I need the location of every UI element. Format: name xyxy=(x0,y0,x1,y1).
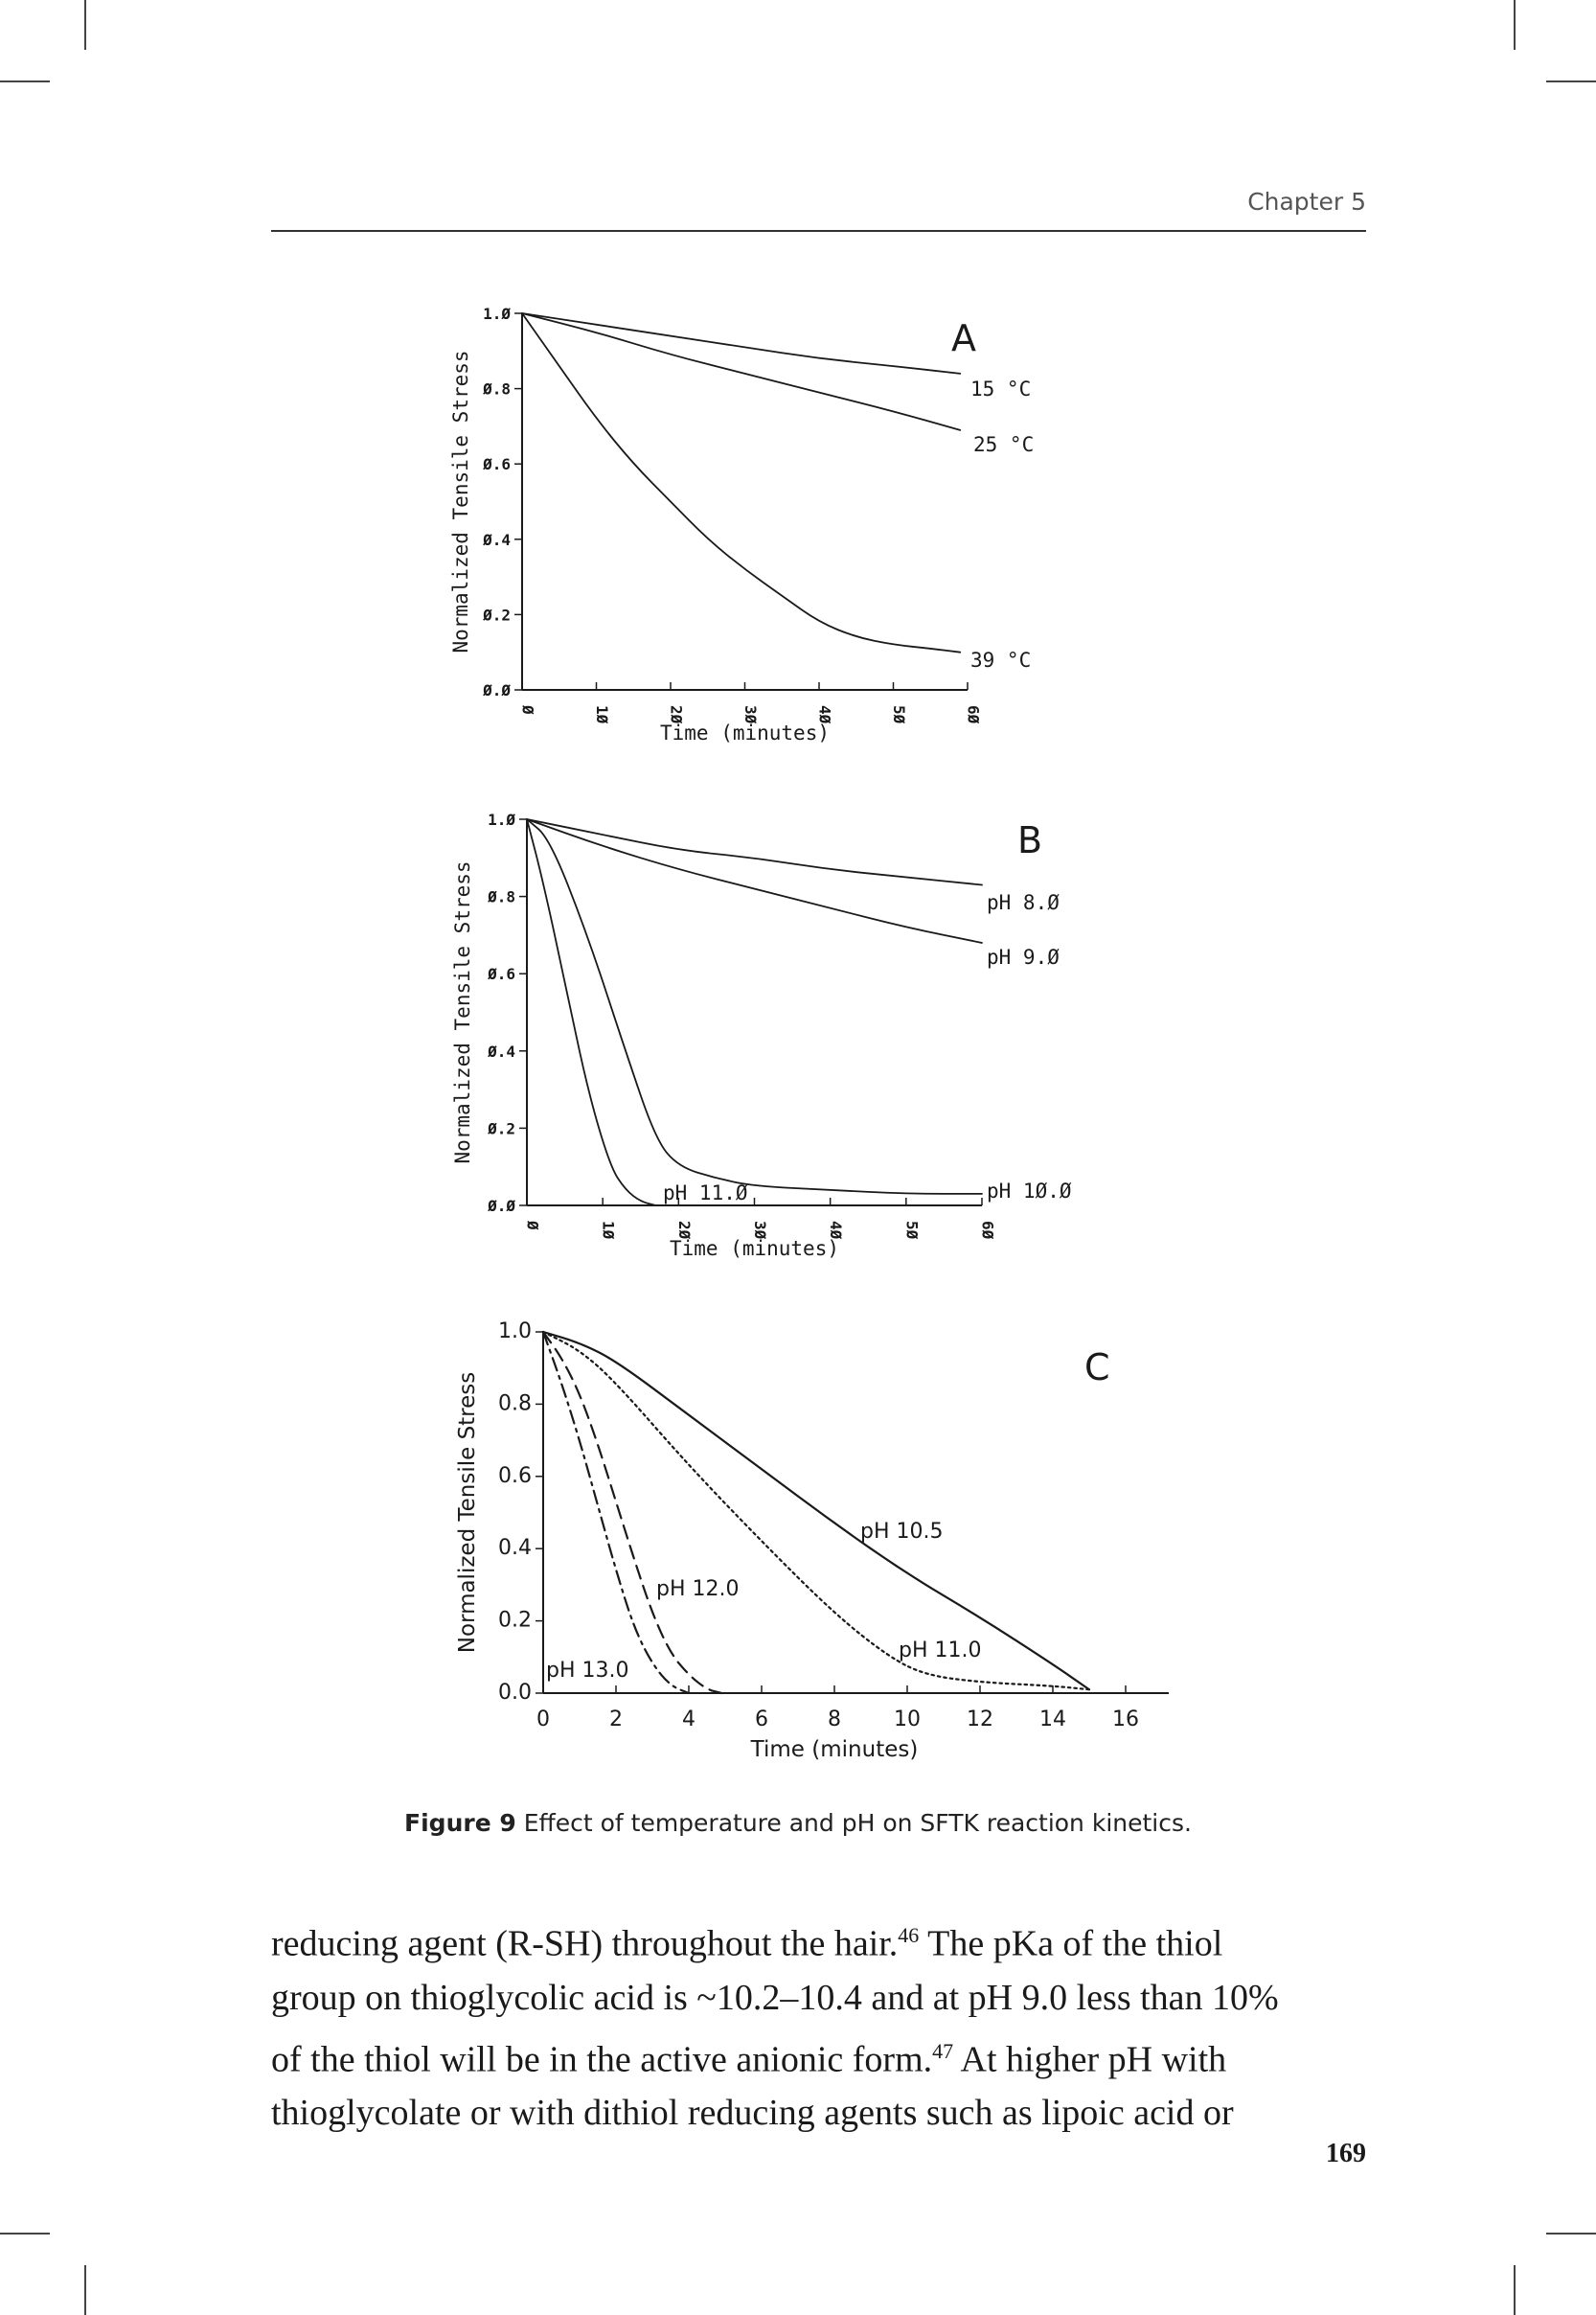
y-tick-label: 1.0 xyxy=(498,1319,532,1343)
reference-46: 46 xyxy=(898,1923,920,1947)
crop-mark xyxy=(0,2233,50,2235)
figure-caption-label: Figure 9 xyxy=(404,1809,516,1837)
body-text xyxy=(271,1909,1366,2140)
x-tick-label: 0 xyxy=(536,1708,550,1731)
series-label: 15 °C xyxy=(970,378,1032,401)
x-tick-label: 2 xyxy=(609,1708,623,1731)
y-axis-title: Normalized Tensile Stress xyxy=(455,1371,480,1654)
y-axis-title: Normalized Tensile Stress xyxy=(451,860,474,1164)
x-tick-label: 6Ø xyxy=(978,1221,997,1240)
series-label: pH 8.Ø xyxy=(987,891,1060,914)
y-tick-label: 0.6 xyxy=(498,1463,532,1488)
x-tick-label: 10 xyxy=(894,1708,921,1731)
x-tick-label: 6Ø xyxy=(964,705,983,724)
y-tick-label: Ø.4 xyxy=(483,530,511,549)
series-line xyxy=(527,819,656,1205)
y-axis-title: Normalized Tensile Stress xyxy=(449,350,472,653)
x-tick-label: Ø xyxy=(523,1221,542,1230)
crop-mark xyxy=(84,2265,86,2315)
series-label: 25 °C xyxy=(973,433,1035,456)
series-line xyxy=(522,313,960,374)
x-axis-title: Time (minutes) xyxy=(659,722,831,745)
series-line xyxy=(527,819,982,885)
y-tick-label: 0.0 xyxy=(498,1681,532,1705)
figure-caption xyxy=(0,1809,1596,1837)
y-tick-label: 0.4 xyxy=(498,1536,532,1561)
y-tick-label: 0.2 xyxy=(498,1608,532,1633)
y-tick-label: Ø.6 xyxy=(483,455,511,474)
y-tick-label: Ø.2 xyxy=(483,606,511,625)
series-line xyxy=(527,819,982,1194)
x-tick-label: 4Ø xyxy=(827,1221,846,1240)
body-line: reducing agent (R-SH) throughout the hair.$^{46}$ The pKa of the thiol xyxy=(271,1923,1223,1964)
series-line xyxy=(522,313,960,430)
series-label: 39 °C xyxy=(970,649,1032,672)
y-tick-label: Ø.Ø xyxy=(488,1197,515,1215)
y-tick-label: 1.Ø xyxy=(483,305,511,323)
y-tick-label: Ø.4 xyxy=(488,1042,515,1061)
x-tick-label: 4Ø xyxy=(815,705,834,724)
x-tick-label: 3Ø xyxy=(751,1221,769,1240)
y-tick-label: Ø.8 xyxy=(488,887,515,906)
figure-caption-text: Effect of temperature and pH on SFTK reaction kinetics. xyxy=(515,1809,1192,1837)
x-tick-label: 8 xyxy=(828,1708,841,1731)
y-tick-label: Ø.8 xyxy=(483,379,511,399)
x-tick-label: 5Ø xyxy=(890,705,908,724)
x-tick-label: Ø xyxy=(518,705,537,715)
series-label: pH 1Ø.Ø xyxy=(987,1180,1072,1203)
x-tick-label: 5Ø xyxy=(902,1221,922,1240)
y-tick-label: 1.Ø xyxy=(488,811,515,829)
series-label: pH 12.0 xyxy=(656,1577,740,1601)
series-label: pH 11.0 xyxy=(899,1639,982,1662)
panel-label: B xyxy=(1017,819,1043,861)
x-tick-label: 6 xyxy=(755,1708,768,1731)
x-tick-label: 1Ø xyxy=(593,705,611,724)
series-label: pH 11.Ø xyxy=(663,1181,748,1204)
chapter-label: Chapter 5 xyxy=(1247,188,1366,216)
series-line xyxy=(527,819,982,943)
panel-label: A xyxy=(951,317,976,359)
y-tick-label: Ø.Ø xyxy=(483,681,511,699)
x-tick-label: 14 xyxy=(1039,1708,1066,1731)
x-tick-label: 2Ø xyxy=(674,1221,694,1240)
body-line: group on thioglycolic acid is ~10.2–10.4 and at pH 9.0 less than 10% xyxy=(271,1977,1279,2018)
series-line xyxy=(543,1332,1089,1689)
y-tick-label: Ø.2 xyxy=(488,1119,515,1138)
x-tick-label: 1Ø xyxy=(599,1221,618,1240)
x-axis-title: Time (minutes) xyxy=(669,1237,840,1260)
x-tick-label: 16 xyxy=(1112,1708,1139,1731)
panel-label: C xyxy=(1084,1346,1110,1388)
series-line xyxy=(543,1332,721,1693)
reference-47: 47 xyxy=(932,2038,954,2063)
y-tick-label: 0.8 xyxy=(498,1391,532,1416)
x-tick-label: 4 xyxy=(682,1708,695,1731)
x-axis-title: Time (minutes) xyxy=(750,1737,919,1762)
crop-mark xyxy=(1546,2233,1596,2235)
body-line: thioglycolate or with dithiol reducing agents such as lipoic acid or xyxy=(271,2093,1234,2134)
series-line xyxy=(543,1332,689,1693)
series-label: pH 9.Ø xyxy=(987,946,1060,969)
body-line: of the thiol will be in the active anionic form.$^{47}$ At higher pH with xyxy=(271,2038,1227,2080)
x-tick-label: 12 xyxy=(967,1708,993,1731)
page-number: 169 xyxy=(1326,2139,1366,2168)
x-tick-label: 3Ø xyxy=(741,705,760,724)
series-line xyxy=(522,313,960,653)
y-tick-label: Ø.6 xyxy=(488,965,515,984)
x-tick-label: 2Ø xyxy=(667,705,686,724)
series-label: pH 10.5 xyxy=(860,1520,944,1544)
crop-mark xyxy=(1514,2265,1516,2315)
series-label: pH 13.0 xyxy=(546,1659,629,1683)
